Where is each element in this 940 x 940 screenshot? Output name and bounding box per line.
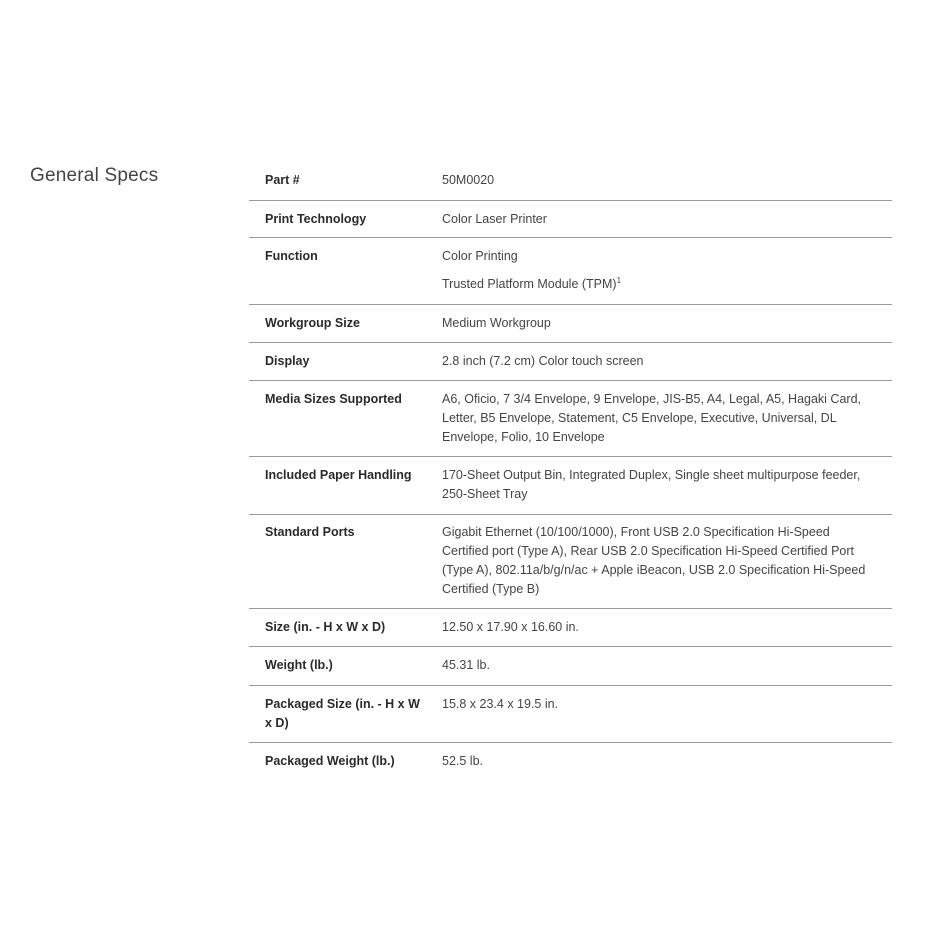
section-title: General Specs <box>30 165 159 186</box>
spec-row-display <box>249 343 892 381</box>
spec-value-line: 45.31 lb. <box>442 658 490 672</box>
spec-label: Display <box>265 354 310 368</box>
footnote-marker: 1 <box>616 275 622 285</box>
spec-value-line: Medium Workgroup <box>442 316 551 330</box>
spec-row-size <box>249 609 892 647</box>
spec-label: Standard Ports <box>265 525 355 539</box>
spec-label: Packaged Weight (lb.) <box>265 754 395 768</box>
spec-value-line: A6, Oficio, 7 3/4 Envelope, 9 Envelope, JIS-B5, A4, Legal, A5, Hagaki Card, Letter, B5 Envelope, Statement, C5 Envelope, Executive, Universal, DL Envelope, Folio, 10 Envelope <box>442 392 862 444</box>
spec-value <box>442 752 892 781</box>
spec-row-packaged-size <box>249 686 892 743</box>
spec-label: Media Sizes Supported <box>265 392 402 406</box>
spec-value-line: 15.8 x 23.4 x 19.5 in. <box>442 697 559 711</box>
spec-value-line <box>442 275 878 294</box>
spec-value <box>442 523 892 608</box>
spec-value <box>442 210 892 237</box>
spec-label: Size (in. - H x W x D) <box>265 620 386 634</box>
spec-row-paper-handling <box>249 457 892 515</box>
spec-value-line: Color Laser Printer <box>442 212 547 226</box>
spec-value <box>442 171 892 200</box>
spec-value-line: 50M0020 <box>442 173 495 187</box>
spec-label: Print Technology <box>265 212 367 226</box>
spec-row-packaged-weight <box>249 743 892 781</box>
spec-value <box>442 656 892 685</box>
spec-table <box>249 162 892 781</box>
spec-value <box>442 390 892 456</box>
spec-row-print-technology <box>249 201 892 238</box>
spec-value <box>442 352 892 380</box>
spec-row-media-sizes <box>249 381 892 457</box>
spec-label: Packaged Size (in. - H x W x D) <box>265 697 420 730</box>
spec-label: Included Paper Handling <box>265 468 412 482</box>
spec-value-line: 2.8 inch (7.2 cm) Color touch screen <box>442 354 644 368</box>
spec-value <box>442 618 892 646</box>
spec-value-line: 52.5 lb. <box>442 754 484 768</box>
spec-row-workgroup-size <box>249 305 892 343</box>
spec-value <box>442 247 892 304</box>
spec-label: Weight (lb.) <box>265 658 333 672</box>
spec-value <box>442 466 892 514</box>
spec-row-standard-ports <box>249 515 892 609</box>
spec-label: Workgroup Size <box>265 316 360 330</box>
spec-value <box>442 314 892 342</box>
spec-row-function <box>249 238 892 305</box>
spec-row-part-number <box>249 162 892 201</box>
spec-value <box>442 695 892 742</box>
spec-value-line: 12.50 x 17.90 x 16.60 in. <box>442 620 579 634</box>
spec-value-line: Gigabit Ethernet (10/100/1000), Front USB 2.0 Specification Hi-Speed Certified port (Type A), Rear USB 2.0 Specification Hi-Speed Certified Port (Type A), 802.11a/b/g/n/ac + Apple iBeacon, USB 2.0 Specification Hi-Speed Certified (Type B) <box>442 525 866 596</box>
spec-value-text: Trusted Platform Module (TPM) <box>442 277 617 291</box>
spec-label: Part # <box>265 173 300 187</box>
spec-value-line: Color Printing <box>442 249 518 263</box>
spec-row-weight <box>249 647 892 686</box>
spec-label: Function <box>265 249 318 263</box>
spec-value-line: 170-Sheet Output Bin, Integrated Duplex, Single sheet multipurpose feeder, 250-Sheet Tray <box>442 468 861 501</box>
